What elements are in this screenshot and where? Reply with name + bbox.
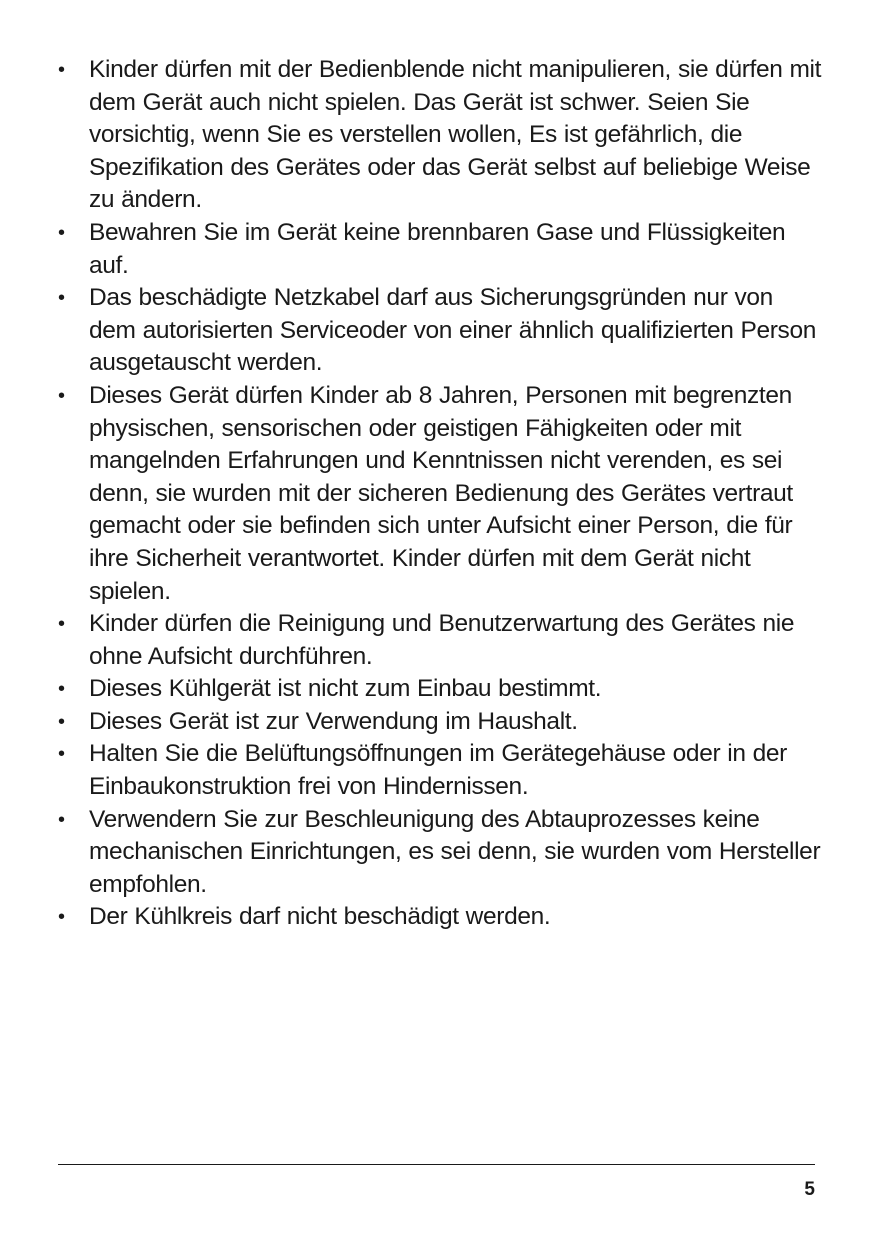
- list-item: [58, 282, 822, 380]
- page-content: [58, 54, 822, 934]
- page-number: 5: [804, 1179, 815, 1200]
- list-item: [58, 54, 822, 217]
- list-item: [58, 804, 822, 902]
- list-item-text: Bewahren Sie im Gerät keine brennbaren Gase und Flüssigkeiten auf.: [89, 218, 786, 279]
- bullet-marker: •: [58, 613, 65, 636]
- list-item: [58, 706, 822, 739]
- bullet-marker: •: [58, 906, 65, 929]
- list-item-text: Verwendern Sie zur Beschleunigung des Abtauprozesses keine mechanischen Einrichtungen, es sei denn, sie wurden vom Hersteller empfohlen.: [89, 805, 821, 898]
- bullet-marker: •: [58, 59, 65, 81]
- list-item: [58, 738, 822, 803]
- bullet-marker: •: [58, 287, 65, 310]
- list-item: [58, 217, 822, 282]
- bullet-marker: •: [58, 808, 65, 831]
- safety-bullet-list: [58, 54, 822, 934]
- bullet-marker: •: [58, 678, 65, 701]
- list-item: [58, 673, 822, 706]
- list-item: [58, 901, 822, 934]
- list-item-text: Der Kühlkreis darf nicht beschädigt werden.: [89, 903, 551, 931]
- bullet-marker: •: [58, 743, 65, 766]
- list-item-text: Das beschädigte Netzkabel darf aus Sicherungsgründen nur von dem autorisierten Serviceoder von einer ähnlich qualifizierten Person ausgetauscht werden.: [89, 284, 817, 377]
- bullet-marker: •: [58, 221, 65, 244]
- list-item-text: Dieses Gerät dürfen Kinder ab 8 Jahren, Personen mit begrenzten physischen, sensorischen oder geistigen Fähigkeiten oder mit mangelnden Erfahrungen und Kenntnissen nicht verenden, es sei denn, sie wurden mit der sicheren Bedienung des Gerätes vertraut gemacht oder sie befinden sich unter Aufsicht einer Person, die für ihre Sicherheit verantwortet. Kinder dürfen mit dem Gerät nicht spielen.: [89, 381, 793, 605]
- list-item-text: Dieses Kühlgerät ist nicht zum Einbau bestimmt.: [89, 675, 602, 703]
- list-item: [58, 380, 822, 608]
- list-item: [58, 608, 822, 673]
- list-item-text: Dieses Gerät ist zur Verwendung im Haushalt.: [89, 707, 578, 735]
- list-item-text: Kinder dürfen mit der Bedienblende nicht manipulieren, sie dürfen mit dem Gerät auch nicht spielen. Das Gerät ist schwer. Seien Sie vorsichtig, wenn Sie es verstellen wollen, Es ist gefährlich, die Spezifikation des Gerätes oder das Gerät selbst auf beliebige Weise zu ändern.: [89, 56, 822, 214]
- list-item-text: Halten Sie die Belüftungsöffnungen im Gerätegehäuse oder in der Einbaukonstruktion frei von Hindernissen.: [89, 740, 787, 801]
- list-item-text: Kinder dürfen die Reinigung und Benutzerwartung des Gerätes nie ohne Aufsicht durchführen.: [89, 610, 795, 670]
- bullet-marker: •: [58, 710, 65, 733]
- footer-divider: [58, 1164, 815, 1165]
- bullet-marker: •: [58, 384, 65, 407]
